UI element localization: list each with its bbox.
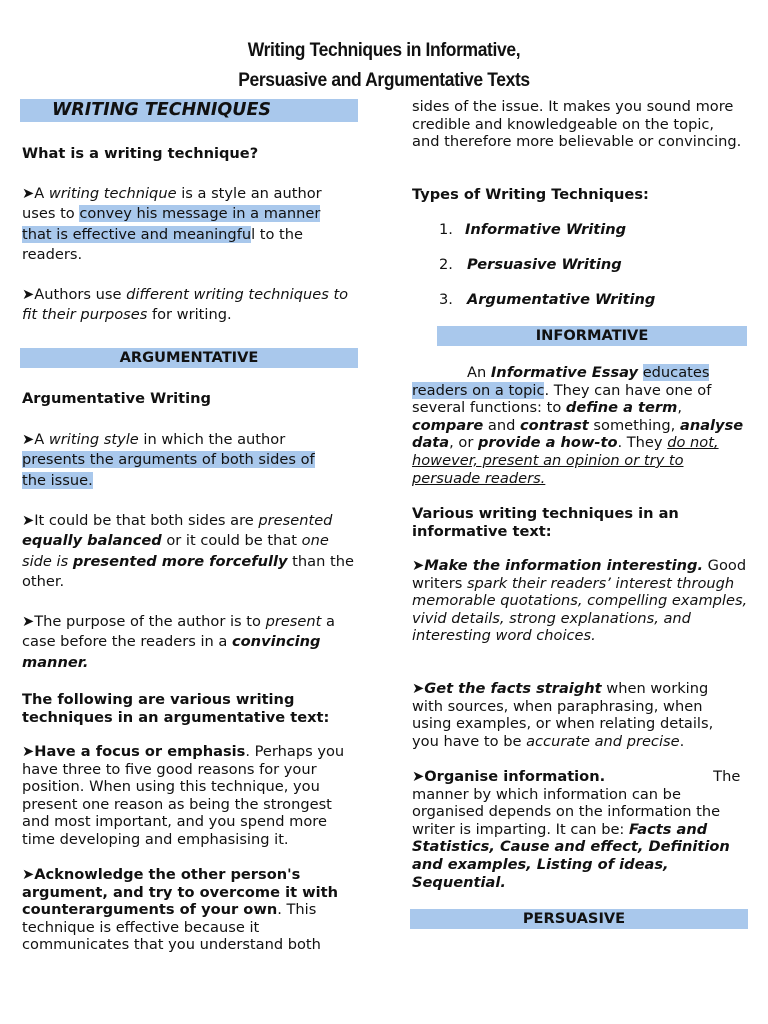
type-item-1: 1. Informative Writing <box>439 221 627 238</box>
informative-essay-paragraph: An Informative Essay educates readers on a topic. They can have one of several functions: to define a term, compare and contrast something, analyse data, or provide a how-to. They do not, however, present an opinion or try to persuade readers. <box>412 364 744 487</box>
highlight: presents the arguments of both sides of the issue. <box>22 451 315 489</box>
bullet-arrow: ➤ <box>22 866 35 883</box>
various-techniques-heading: Various writing techniques in an informative text: <box>412 505 679 540</box>
definition-paragraph: ➤A writing technique is a style an author uses to convey his message in a manner that is effective and meaningful to the readers. <box>22 185 322 264</box>
bullet-arrow: ➤ <box>22 286 35 303</box>
persuasive-bar-label: PERSUASIVE <box>522 910 626 927</box>
authors-paragraph: ➤Authors use different writing techniques to fit their purposes for writing. <box>22 286 349 324</box>
page-title-line-2: Persuasive and Argumentative Texts <box>238 70 530 91</box>
bullet-arrow: ➤ <box>22 613 35 630</box>
type-item-2: 2. Persuasive Writing <box>439 256 622 273</box>
what-is-heading: What is a writing technique? <box>22 145 259 162</box>
type-item-3: 3. Argumentative Writing <box>439 291 656 308</box>
bullet-arrow: ➤ <box>22 431 35 448</box>
informative-bar-label: INFORMATIVE <box>535 327 649 344</box>
techniques-heading: The following are various writing techniques in an argumentative text: <box>22 691 330 726</box>
organise-paragraph: ➤Organise information. The manner by which information can be organised depends on the information the writer is imparting. It can be: Facts and Statistics, Cause and effect, Definition and examples, Listing of ideas, Sequential. <box>412 768 741 891</box>
highlight: educates readers on a topic <box>412 364 710 399</box>
bullet-arrow: ➤ <box>22 743 35 760</box>
highlight: convey his message in a manner that is effective and meaningfu <box>22 205 321 243</box>
types-heading: Types of Writing Techniques: <box>412 186 649 203</box>
bullet-arrow: ➤ <box>22 512 35 529</box>
acknowledge-paragraph: ➤Acknowledge the other person's argument, and try to overcome it with counterarguments of your own. This technique is effective because it communicates that you understand both <box>22 866 338 954</box>
argumentative-bar-label: ARGUMENTATIVE <box>119 349 259 366</box>
writing-techniques-heading: WRITING TECHNIQUES <box>52 100 272 120</box>
bullet-arrow: ➤ <box>22 185 35 202</box>
interesting-paragraph: ➤Make the information interesting. Good writers spark their readers’ interest through memorable quotations, compelling examples, vivid details, strong explanations, and interesting word choices. <box>412 557 748 645</box>
page-title-line-1: Writing Techniques in Informative, <box>247 40 521 61</box>
bullet-arrow: ➤ <box>412 557 425 574</box>
bullet-arrow: ➤ <box>412 680 425 697</box>
sides-continuation-paragraph: sides of the issue. It makes you sound more credible and knowledgeable on the topic, and therefore more believable or convincing. <box>412 98 742 151</box>
focus-paragraph: ➤Have a focus or emphasis. Perhaps you have three to five good reasons for your position. When using this technique, you present one reason as being the strongest and most important, and you spend more time developing and emphasising it. <box>22 743 345 848</box>
facts-paragraph: ➤Get the facts straight when working with sources, when paraphrasing, when using examples, or when relating details, you have to be accurate and precise. <box>412 680 714 750</box>
bullet-arrow: ➤ <box>412 768 425 785</box>
purpose-paragraph: ➤The purpose of the author is to present a case before the readers in a convincing manner. <box>22 613 335 671</box>
both-sides-paragraph: ➤It could be that both sides are presented equally balanced or it could be that one side is presented more forcefully than the other. <box>22 512 354 591</box>
writing-style-paragraph: ➤A writing style in which the author presents the arguments of both sides of the issue. <box>22 431 315 489</box>
argumentative-writing-heading: Argumentative Writing <box>22 390 211 407</box>
